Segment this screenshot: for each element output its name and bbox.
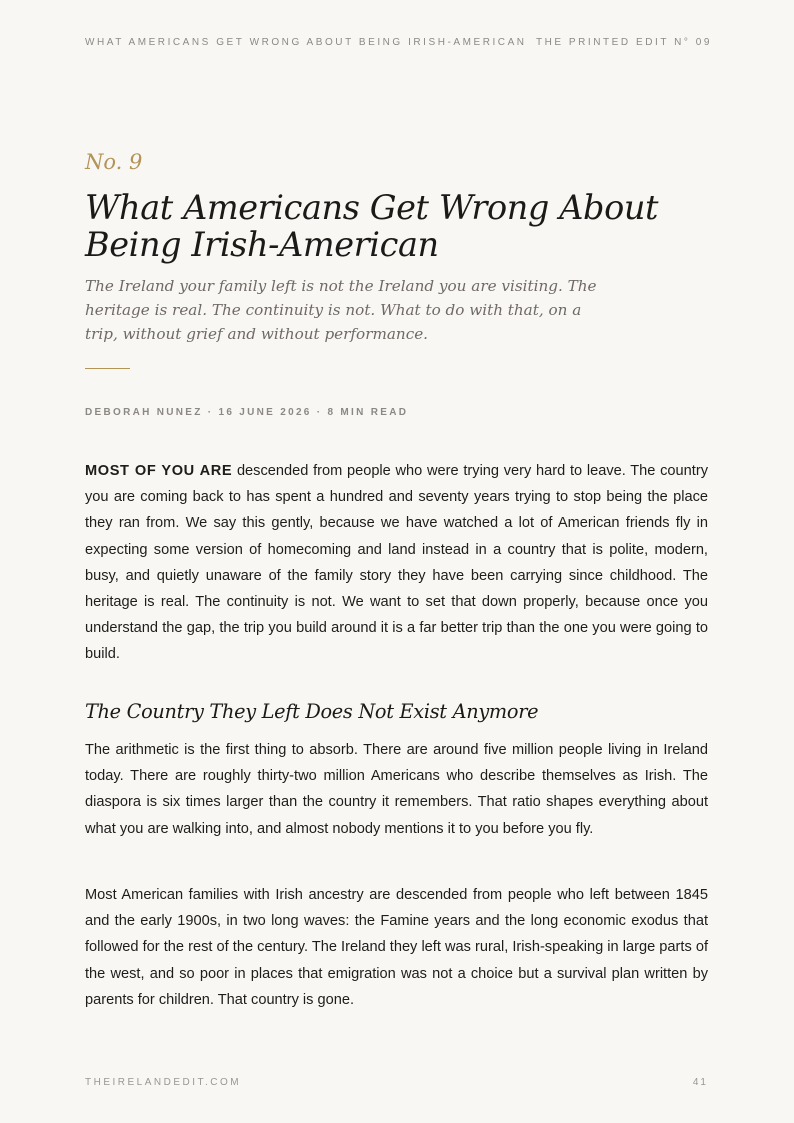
lead-paragraph-text: descended from people who were trying very hard to leave. The country you are coming back to has spent a hundred and seventy years trying to stop being the place they ran from. We say this gently, because we have watched a lot of American friends fly in expecting some version of homecoming and land instead in a country that is polite, modern, busy, and quietly unaware of the family story they have been carrying since childhood. The heritage is real. The continuity is not. We want to set that down properly, because once you understand the gap, the trip you build around it is a far better trip than the one you were going to build. <box>85 463 708 663</box>
lead-in: MOST OF YOU ARE <box>85 463 233 479</box>
section-heading: The Country They Left Does Not Exist Anymore <box>85 700 539 723</box>
running-header-title: WHAT AMERICANS GET WRONG ABOUT BEING IRISH-AMERICAN <box>85 37 527 48</box>
footer-page-number: 41 <box>692 1077 708 1088</box>
issue-number: No. 9 <box>85 150 143 174</box>
running-header <box>85 37 712 51</box>
article-byline: DEBORAH NUNEZ · 16 JUNE 2026 · 8 MIN READ <box>85 407 409 418</box>
footer-site-url: THEIRELANDEDIT.COM <box>85 1077 242 1088</box>
lead-paragraph <box>85 458 708 668</box>
article-title: What Americans Get Wrong About Being Irish-American <box>85 188 659 264</box>
body-paragraph-2: The arithmetic is the first thing to absorb. There are around five million people living in Ireland today. There are roughly thirty-two million Americans who describe themselves as Irish. The diaspora is six times larger than the country it remembers. That ratio shapes everything about what you are walking into, and almost nobody mentions it to you before you fly. <box>85 742 708 837</box>
running-header-edition: THE PRINTED EDIT N° 09 <box>535 37 712 48</box>
title-divider <box>85 368 130 369</box>
article-deck: The Ireland your family left is not the Ireland you are visiting. The heritage is real. The continuity is not. What to do with that, on a trip, without grief and without performance. <box>85 277 597 343</box>
body-paragraph-3: Most American families with Irish ancestry are descended from people who left between 1845 and the early 1900s, in two long waves: the Famine years and the long economic exodus that followed for the rest of the century. The Ireland they left was rural, Irish-speaking in large parts of the west, and so poor in places that emigration was not a choice but a survival plan written by parents for children. That country is gone. <box>85 887 708 1008</box>
